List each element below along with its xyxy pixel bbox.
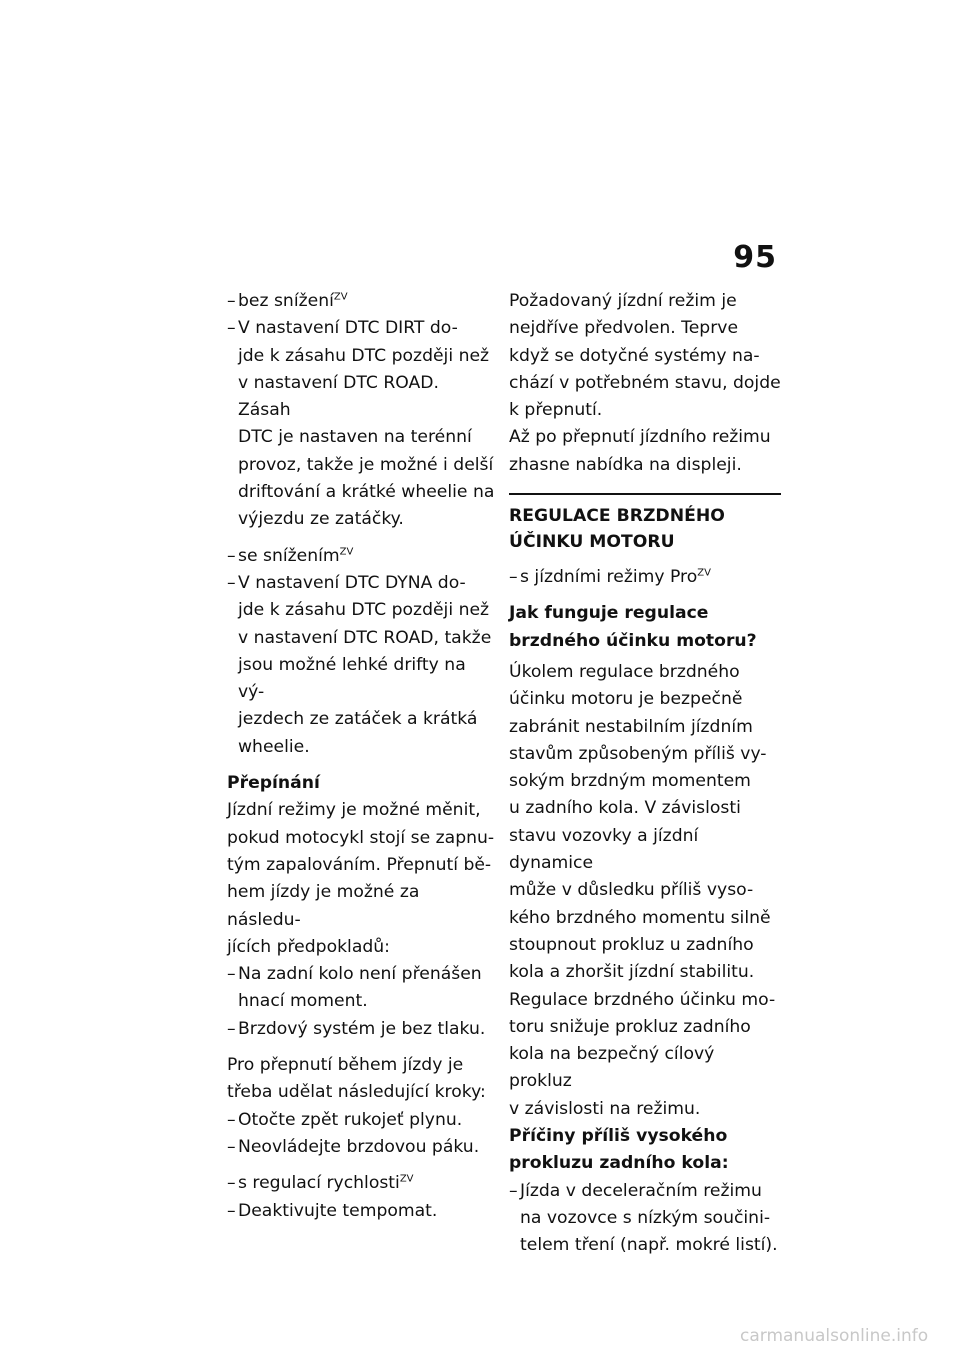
list-item-continuation: hnací moment.	[238, 991, 368, 1012]
steps-intro: Pro přepnutí během jízdy je třeba udělat následující kroky:	[227, 1055, 486, 1103]
list-item: – V nastavení DTC DYNA do-	[227, 572, 466, 593]
list-item: – Jízda v deceleračním režimu	[509, 1180, 762, 1201]
dirt-description: jde k zásahu DTC později než v nastavení DTC ROAD. Zásah DTC je nastaven na terénní provoz, takže je možné i delší driftování a krátké wheelie na výjezdu ze zatáčky.	[238, 345, 495, 530]
prepinani-heading: Přepínání	[227, 773, 320, 794]
left-column	[227, 288, 495, 1225]
causes-heading: Příčiny příliš vysokého prokluzu zadního kola:	[509, 1126, 729, 1174]
right-column	[509, 288, 781, 1260]
page-number: 95	[733, 240, 777, 275]
question-heading: Jak funguje regulace brzdného účinku motoru?	[509, 603, 757, 651]
list-item-continuation: na vozovce s nízkým součini- telem tření (např. mokré listí).	[520, 1207, 778, 1256]
list-item: – Otočte zpět rukojeť plynu.	[227, 1109, 463, 1130]
list-item: – se snížením$^{ZV}$	[227, 545, 354, 566]
watermark: carmanualsonline.info	[740, 1326, 929, 1346]
list-item: – s jízdními režimy Pro$^{ZV}$	[509, 567, 711, 588]
dyna-description: jde k zásahu DTC později než v nastavení DTC ROAD, takže jsou možné lehké drifty na vý- jezdech ze zatáček a krátká wheelie.	[238, 600, 492, 757]
list-item: – bez snížení$^{ZV}$	[227, 291, 348, 311]
section-divider	[509, 493, 781, 495]
list-item: – Brzdový systém je bez tlaku.	[227, 1018, 486, 1039]
list-item: – Neovládejte brzdovou páku.	[227, 1136, 480, 1157]
list-item: – Na zadní kolo není přenášen	[227, 964, 482, 985]
question-text: Úkolem regulace brzdného účinku motoru je bezpečně zabránit nestabilním jízdním stavům způsobeným příliš vy- sokým brzdným momentem u zadního kola. V závislosti stavu vozovky a jízdní dynamice může v důsledku příliš vyso- kého brzdného momentu silně stoupnout prokluz u zadního kola a zhoršit jízdní stabilitu. Regulace brzdného účinku mo- toru snižuje prokluz zadního kola na bezpečný cílový prokluz v závislosti na režimu.	[509, 661, 776, 1119]
list-item: – Deaktivujte tempomat.	[227, 1200, 438, 1221]
section-title: REGULACE BRZDNÉHO ÚČINKU MOTORU	[509, 506, 725, 553]
prepinani-text: Jízdní režimy je možné měnit, pokud motocykl stojí se zapnu- tým zapalováním. Přepnutí bě- hem jízdy je možné za následu- jících předpokladů:	[227, 800, 495, 957]
list-item: – s regulací rychlosti$^{ZV}$	[227, 1173, 414, 1194]
intro-text: Požadovaný jízdní režim je nejdříve předvolen. Teprve když se dotyčné systémy na- chází v potřebném stavu, dojde k přepnutí. Až po přepnutí jízdního režimu zhasne nabídka na displeji.	[509, 291, 781, 475]
list-item: – V nastavení DTC DIRT do-	[227, 318, 458, 339]
